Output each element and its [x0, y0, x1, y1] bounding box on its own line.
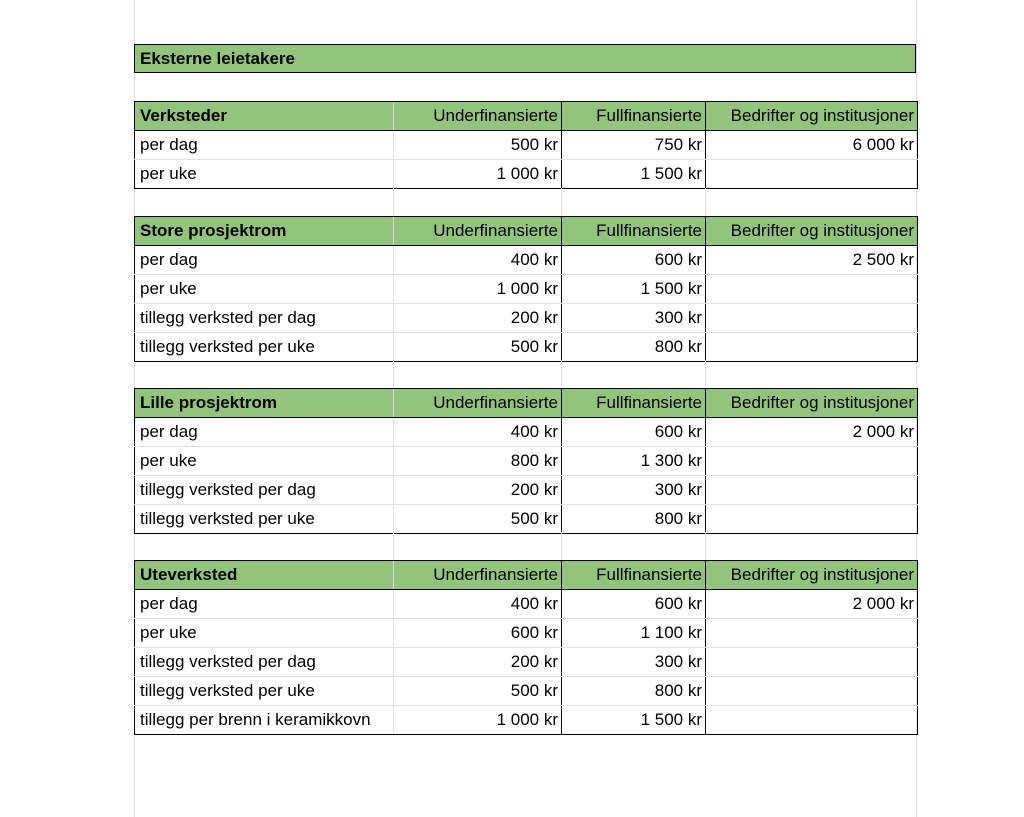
price-cell[interactable]: 500 kr — [394, 131, 562, 160]
row-label-cell[interactable]: per uke — [135, 275, 394, 304]
price-cell[interactable] — [706, 648, 918, 677]
price-cell[interactable]: 600 kr — [562, 590, 706, 619]
row-label-cell[interactable]: per uke — [135, 160, 394, 189]
gridline-gap — [393, 188, 394, 216]
section-table — [134, 388, 918, 534]
price-cell[interactable] — [706, 706, 918, 735]
section-title-cell[interactable]: Lille prosjektrom — [135, 389, 394, 418]
price-cell[interactable]: 300 kr — [562, 476, 706, 505]
gridline-gap — [561, 188, 562, 216]
price-cell[interactable] — [706, 333, 918, 362]
section-title-cell[interactable]: Verksteder — [135, 102, 394, 131]
column-header-cell[interactable]: Bedrifter og institusjoner — [706, 217, 918, 246]
table-row — [135, 275, 918, 304]
price-cell[interactable]: 200 kr — [394, 648, 562, 677]
price-cell[interactable]: 200 kr — [394, 476, 562, 505]
table-row — [135, 476, 918, 505]
column-header-cell[interactable]: Fullfinansierte — [562, 217, 706, 246]
price-cell[interactable]: 1 500 kr — [562, 160, 706, 189]
price-cell[interactable]: 500 kr — [394, 677, 562, 706]
price-cell[interactable]: 1 000 kr — [394, 706, 562, 735]
table-row — [135, 590, 918, 619]
table-row — [135, 619, 918, 648]
sheet-title[interactable]: Eksterne leietakere — [134, 44, 916, 73]
section-header-row — [135, 217, 918, 246]
row-label-cell[interactable]: tillegg per brenn i keramikkovn — [135, 706, 394, 735]
gridline-gap — [561, 360, 562, 388]
price-cell[interactable]: 300 kr — [562, 648, 706, 677]
row-label-cell[interactable]: per dag — [135, 418, 394, 447]
price-cell[interactable]: 600 kr — [562, 418, 706, 447]
table-row — [135, 706, 918, 735]
gridline-gap — [705, 360, 706, 388]
table-row — [135, 418, 918, 447]
section-header-row — [135, 102, 918, 131]
price-cell[interactable]: 600 kr — [562, 246, 706, 275]
row-label-cell[interactable]: tillegg verksted per dag — [135, 648, 394, 677]
price-cell[interactable]: 1 000 kr — [394, 275, 562, 304]
section-title-cell[interactable]: Store prosjektrom — [135, 217, 394, 246]
price-cell[interactable]: 400 kr — [394, 590, 562, 619]
table-row — [135, 131, 918, 160]
table-row — [135, 304, 918, 333]
price-cell[interactable]: 1 100 kr — [562, 619, 706, 648]
price-cell[interactable]: 1 500 kr — [562, 706, 706, 735]
row-label-cell[interactable]: tillegg verksted per uke — [135, 333, 394, 362]
price-cell[interactable]: 750 kr — [562, 131, 706, 160]
row-label-cell[interactable]: tillegg verksted per dag — [135, 304, 394, 333]
price-cell[interactable] — [706, 160, 918, 189]
section-header-row — [135, 561, 918, 590]
gridline-gap — [393, 532, 394, 560]
price-cell[interactable]: 500 kr — [394, 505, 562, 534]
row-label-cell[interactable]: per uke — [135, 619, 394, 648]
column-header-cell[interactable]: Bedrifter og institusjoner — [706, 389, 918, 418]
price-cell[interactable] — [706, 304, 918, 333]
price-cell[interactable]: 1 000 kr — [394, 160, 562, 189]
price-cell[interactable] — [706, 677, 918, 706]
row-label-cell[interactable]: per dag — [135, 590, 394, 619]
gridline-gap — [561, 532, 562, 560]
price-cell[interactable]: 800 kr — [562, 333, 706, 362]
price-cell[interactable]: 800 kr — [562, 505, 706, 534]
column-header-cell[interactable]: Bedrifter og institusjoner — [706, 561, 918, 590]
gridline-gap — [705, 532, 706, 560]
section-table — [134, 216, 918, 362]
price-cell[interactable] — [706, 505, 918, 534]
price-cell[interactable]: 300 kr — [562, 304, 706, 333]
price-cell[interactable]: 600 kr — [394, 619, 562, 648]
section-table — [134, 560, 918, 735]
table-row — [135, 246, 918, 275]
table-row — [135, 333, 918, 362]
table-row — [135, 677, 918, 706]
price-cell[interactable] — [706, 275, 918, 304]
price-cell[interactable]: 1 300 kr — [562, 447, 706, 476]
column-header-cell[interactable]: Fullfinansierte — [562, 102, 706, 131]
price-cell[interactable]: 200 kr — [394, 304, 562, 333]
column-header-cell[interactable]: Underfinansierte — [394, 389, 562, 418]
price-cell[interactable]: 800 kr — [394, 447, 562, 476]
column-header-cell[interactable]: Fullfinansierte — [562, 389, 706, 418]
row-label-cell[interactable]: per uke — [135, 447, 394, 476]
price-cell[interactable]: 6 000 kr — [706, 131, 918, 160]
price-cell[interactable] — [706, 476, 918, 505]
gridline-gap — [705, 188, 706, 216]
price-cell[interactable]: 400 kr — [394, 246, 562, 275]
row-label-cell[interactable]: tillegg verksted per uke — [135, 677, 394, 706]
section-table — [134, 101, 918, 189]
row-label-cell[interactable]: tillegg verksted per uke — [135, 505, 394, 534]
price-cell[interactable]: 1 500 kr — [562, 275, 706, 304]
row-label-cell[interactable]: tillegg verksted per dag — [135, 476, 394, 505]
price-cell[interactable]: 800 kr — [562, 677, 706, 706]
price-cell[interactable]: 400 kr — [394, 418, 562, 447]
column-header-cell[interactable]: Underfinansierte — [394, 561, 562, 590]
section-title-cell[interactable]: Uteverksted — [135, 561, 394, 590]
table-row — [135, 505, 918, 534]
table-row — [135, 160, 918, 189]
column-header-cell[interactable]: Fullfinansierte — [562, 561, 706, 590]
column-header-cell[interactable]: Underfinansierte — [394, 102, 562, 131]
column-header-cell[interactable]: Underfinansierte — [394, 217, 562, 246]
price-cell[interactable]: 500 kr — [394, 333, 562, 362]
price-cell[interactable]: 2 000 kr — [706, 418, 918, 447]
price-cell[interactable] — [706, 619, 918, 648]
row-label-cell[interactable]: per dag — [135, 246, 394, 275]
price-cell[interactable]: 2 000 kr — [706, 590, 918, 619]
table-row — [135, 648, 918, 677]
price-cell[interactable]: 2 500 kr — [706, 246, 918, 275]
section-header-row — [135, 389, 918, 418]
price-cell[interactable] — [706, 447, 918, 476]
gridline-gap — [393, 360, 394, 388]
table-row — [135, 447, 918, 476]
column-header-cell[interactable]: Bedrifter og institusjoner — [706, 102, 918, 131]
row-label-cell[interactable]: per dag — [135, 131, 394, 160]
